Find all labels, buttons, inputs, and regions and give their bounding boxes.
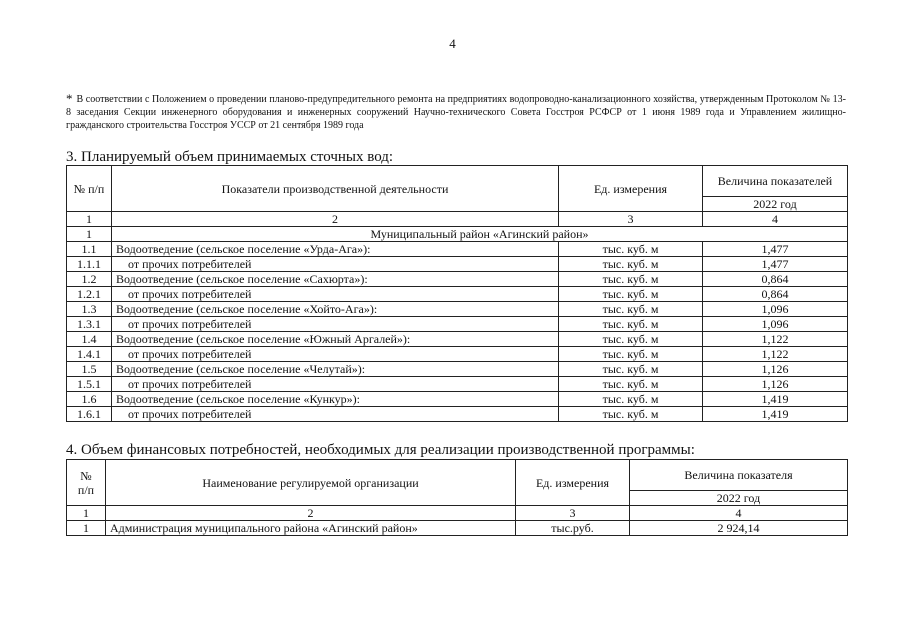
row-value: 1,419 [703, 407, 848, 422]
table-row [67, 287, 848, 302]
row-num: 1.4.1 [67, 347, 112, 362]
row-unit: тыс. куб. м [559, 242, 703, 257]
row-value: 0,864 [703, 272, 848, 287]
table-row [67, 317, 848, 332]
row-unit: тыс. куб. м [559, 347, 703, 362]
row-value: 1,096 [703, 317, 848, 332]
row-num: 1.6 [67, 392, 112, 407]
footnote-text: В соответствии с Положением о проведении планово-предупредительного ремонта на предприятиях водопроводно-канализационного хозяйства, утвержденным Протоколом № 13-8 заседания Секции инженерного оборудования и инженерных сооружений Научно-технического Совета Госстроя РСФСР от 1 июня 1989 года и Управлением жилищно-гражданского строительства Госстроя УССР от 21 сентября 1989 года [66, 94, 846, 131]
table-row [67, 272, 848, 287]
header-unit: Ед. измерения [559, 166, 703, 212]
header-year: 2022 год [630, 491, 848, 506]
table-row [67, 407, 848, 422]
table-row [67, 347, 848, 362]
row-label: от прочих потребителей [112, 347, 559, 362]
row-label: от прочих потребителей [112, 407, 559, 422]
column-number-row [67, 212, 848, 227]
footnote-marker: * [66, 91, 73, 106]
row-num: 1 [67, 521, 106, 536]
row-label: Водоотведение (сельское поселение «Хойто-Ага»): [112, 302, 559, 317]
col-number: 3 [559, 212, 703, 227]
group-label: Муниципальный район «Агинский район» [112, 227, 848, 242]
group-num: 1 [67, 227, 112, 242]
row-unit: тыс. куб. м [559, 377, 703, 392]
table-row [67, 302, 848, 317]
table-body [67, 242, 848, 422]
row-num: 1.5 [67, 362, 112, 377]
row-num: 1.6.1 [67, 407, 112, 422]
table-row [67, 242, 848, 257]
col-number: 2 [106, 506, 516, 521]
header-num: № п/п [67, 166, 112, 212]
row-label: Водоотведение (сельское поселение «Челутай»): [112, 362, 559, 377]
section-4-title: 4. Объем финансовых потребностей, необходимых для реализации производственной программы: [66, 442, 695, 458]
table-row [67, 332, 848, 347]
row-unit: тыс. куб. м [559, 257, 703, 272]
row-num: 1.2.1 [67, 287, 112, 302]
row-num: 1.3 [67, 302, 112, 317]
section-3-title: 3. Планируемый объем принимаемых сточных вод: [66, 149, 394, 165]
row-value: 1,122 [703, 332, 848, 347]
row-label: Водоотведение (сельское поселение «Урда-Ага»): [112, 242, 559, 257]
row-value: 2 924,14 [630, 521, 848, 536]
row-num: 1.4 [67, 332, 112, 347]
table-row [67, 392, 848, 407]
table-header-row [67, 460, 848, 491]
wastewater-volume-table [66, 165, 848, 422]
header-indicator: Показатели производственной деятельности [112, 166, 559, 212]
header-year: 2022 год [703, 197, 848, 212]
col-number: 1 [67, 506, 106, 521]
col-number: 3 [516, 506, 630, 521]
row-unit: тыс. куб. м [559, 362, 703, 377]
header-value: Величина показателей [703, 166, 848, 197]
row-label: Водоотведение (сельское поселение «Южный Аргалей»): [112, 332, 559, 347]
row-value: 1,126 [703, 362, 848, 377]
row-unit: тыс. куб. м [559, 287, 703, 302]
row-num: 1.1 [67, 242, 112, 257]
row-num: 1.1.1 [67, 257, 112, 272]
row-unit: тыс. куб. м [559, 272, 703, 287]
col-number: 4 [703, 212, 848, 227]
col-number: 2 [112, 212, 559, 227]
row-unit: тыс.руб. [516, 521, 630, 536]
financial-needs-table [66, 459, 848, 536]
header-num-line1: № [80, 468, 92, 483]
page-number: 4 [449, 36, 456, 51]
col-number: 1 [67, 212, 112, 227]
row-label: Водоотведение (сельское поселение «Кункур»): [112, 392, 559, 407]
column-number-row [67, 506, 848, 521]
header-num-line2: п/п [77, 482, 95, 497]
row-value: 1,477 [703, 257, 848, 272]
row-value: 0,864 [703, 287, 848, 302]
row-value: 1,419 [703, 392, 848, 407]
row-label: от прочих потребителей [112, 287, 559, 302]
table-row [67, 521, 848, 536]
row-label: от прочих потребителей [112, 377, 559, 392]
row-label: Водоотведение (сельское поселение «Сахюрта»): [112, 272, 559, 287]
row-value: 1,477 [703, 242, 848, 257]
table-row [67, 377, 848, 392]
row-num: 1.3.1 [67, 317, 112, 332]
row-value: 1,122 [703, 347, 848, 362]
row-label: от прочих потребителей [112, 317, 559, 332]
header-value: Величина показателя [630, 460, 848, 491]
table-body [67, 521, 848, 536]
row-num: 1.5.1 [67, 377, 112, 392]
row-unit: тыс. куб. м [559, 332, 703, 347]
header-org: Наименование регулируемой организации [106, 460, 516, 506]
group-row [67, 227, 848, 242]
footnote [66, 92, 846, 132]
row-value: 1,096 [703, 302, 848, 317]
table-row [67, 257, 848, 272]
row-value: 1,126 [703, 377, 848, 392]
col-number: 4 [630, 506, 848, 521]
row-unit: тыс. куб. м [559, 302, 703, 317]
header-unit: Ед. измерения [516, 460, 630, 506]
row-label: от прочих потребителей [112, 257, 559, 272]
row-unit: тыс. куб. м [559, 392, 703, 407]
row-org: Администрация муниципального района «Агинский район» [106, 521, 516, 536]
row-unit: тыс. куб. м [559, 317, 703, 332]
table-row [67, 362, 848, 377]
table-header-row [67, 166, 848, 197]
header-num [67, 460, 106, 506]
row-num: 1.2 [67, 272, 112, 287]
row-unit: тыс. куб. м [559, 407, 703, 422]
